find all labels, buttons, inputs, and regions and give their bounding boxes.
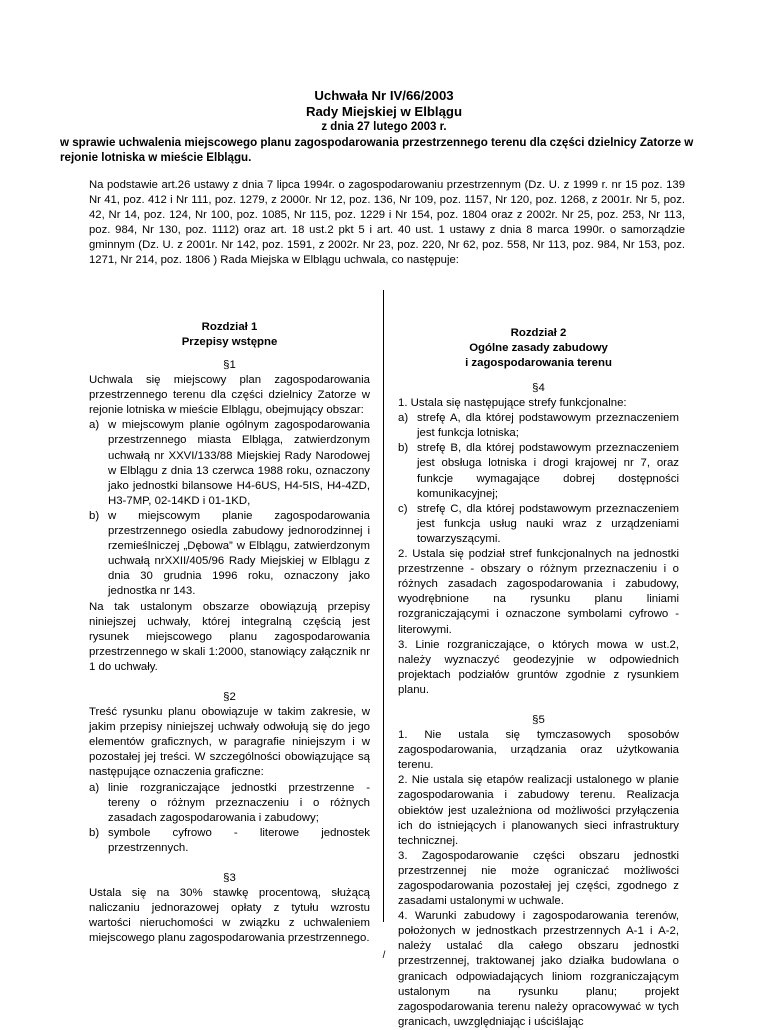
list-item — [89, 781, 370, 826]
chapter-1-title: Przepisy wstępne — [181, 336, 278, 348]
list-item-text: strefę B, dla której podstawowym przeznaczeniem jest obsługa lotniska i drogi krajowej nr 7, oraz funkcje wymagające dobrej dostępności komunikacyjnej; — [417, 442, 679, 500]
resolution-number: Uchwała Nr IV/66/2003 — [314, 88, 454, 103]
list-item-label: a) — [398, 412, 409, 425]
section-2-intro: Treść rysunku planu obowiązuje w takim zakresie, w jakim przepisy niniejszej uchwały odwołują się do jego elementów graficznych, w paragrafie niniejszym i w pozostałej jej treści. W szczególności obowiązujące są następujące oznaczenia graficzne: — [89, 706, 370, 779]
list-item — [398, 502, 679, 547]
list-item-label: b) — [89, 509, 100, 522]
section-4-heading: §4 — [532, 382, 545, 394]
section-4-paragraph-2: 2. Ustala się podział stref funkcjonalnych na jednostki przestrzenne - obszary o różnym przeznaczeniu i o różnych zasadach zagospodarowania i zabudowy, wyodrębnione na rysunku planu liniami rozgraniczającymi i oznaczone symbolami cyfrowo - literowymi. — [398, 548, 679, 636]
section-4-paragraph-3: 3. Linie rozgraniczające, o których mowa w ust.2, należy wyznaczyć geodezyjnie w odpowiednich projektach podziałów gruntów zgodnie z rysunkiem planu. — [398, 638, 679, 696]
section-2-heading: §2 — [223, 690, 236, 703]
section-5-paragraph-2: 2. Nie ustala się etapów realizacji ustalonego w planie zagospodarowania i zabudowy terenu. Realizacja obiektów jest uzależniona od możliwości przyłączenia ich do istniejących i planowanych sieci infrastruktury technicznej. — [398, 774, 679, 847]
section-1-closing: Na tak ustalonym obszarze obowiązują przepisy niniejszej uchwały, której integralną częścią jest rysunek miejscowego planu zagospodarowania przestrzennego w skali 1:2000, stanowiący załącznik nr 1 do uchwały. — [89, 600, 370, 673]
list-item-text: symbole cyfrowo - literowe jednostek przestrzennych. — [108, 826, 370, 854]
list-item-label: b) — [89, 826, 100, 839]
resolution-date: z dnia 27 lutego 2003 r. — [321, 121, 447, 133]
left-column — [89, 320, 370, 946]
section-3-heading: §3 — [223, 872, 236, 884]
list-item-text: strefę A, dla której podstawowym przeznaczeniem jest funkcja lotniska; — [417, 412, 679, 440]
section-1-heading: §1 — [223, 359, 236, 371]
council-name: Rady Miejskiej w Elblągu — [305, 104, 463, 119]
section-5-heading: §5 — [532, 713, 545, 726]
section-1-intro: Uchwala się miejscowy plan zagospodarowania przestrzennego terenu dla części dzielnicy Zatorze w rejonie lotniska w mieście Elblągu, obejmujący obszar: — [89, 374, 370, 417]
section-5-paragraph-3: 3. Zagospodarowanie części obszaru jednostki przestrzennej nie może ograniczać możliwości zagospodarowania pozostałej jej części, zgodnego z zasadami ustalonymi w uchwale. — [398, 849, 679, 908]
section-3-text: Ustala się na 30% stawkę procentową, służącą naliczaniu jednorazowej opłaty z tytułu wzrostu wartości nieruchomości w związku z uchwaleniem miejscowego planu zagospodarowania przestrzennego. — [89, 887, 370, 945]
preamble: Na podstawie art.26 ustawy z dnia 7 lipca 1994r. o zagospodarowaniu przestrzennym (Dz. U. z 1999 r. nr 15 poz. 139 Nr 41, poz. 412 i Nr 111, poz. 1279, z 2000r. Nr 12, poz. 136, Nr 109, poz. 1157, Nr 120, poz. 1268, z 2001r. Nr 5, poz. 42, Nr 14, poz. 124, Nr 100, poz. 1085, Nr 115, poz. 1229 i Nr 154, poz. 1804 oraz z 2002r. Nr 25, poz. 253, Nr 113, poz. 984, Nr 130, poz. 1112) oraz art. 18 ust.2 pkt 5 i art. 40 ust. 1 ustawy z dnia 8 marca 1990r. o samorządzie gminnym (Dz. U. z 2001r. Nr 142, poz. 1591, z 2002r. Nr 23, poz. 220, Nr 62, poz. 558, Nr 113, poz. 984, Nr 153, poz. 1271, Nr 214, poz. 1806 ) Rada Miejska w Elblągu uchwala, co następuje: — [89, 179, 685, 266]
page-marker: / — [382, 950, 386, 961]
list-item-text: linie rozgraniczające jednostki przestrzenne - tereny o różnym przeznaczeniu i o różnych zasadach zagospodarowania i zabudowy; — [108, 781, 370, 824]
list-item — [89, 826, 370, 856]
chapter-1-number: Rozdział 1 — [201, 321, 258, 333]
document-header — [60, 88, 708, 165]
resolution-subject: w sprawie uchwalenia miejscowego planu zagospodarowania przestrzennego terenu dla części dzielnicy Zatorze w rejonie lotniska w mieście Elblągu. — [60, 136, 694, 164]
section-4-intro: 1. Ustala się następujące strefy funkcjonalne: — [398, 397, 627, 410]
list-item-label: c) — [398, 502, 408, 515]
section-5-paragraph-1: 1. Nie ustala się tymczasowych sposobów zagospodarowania, urządzania oraz użytkowania terenu. — [398, 729, 679, 772]
column-divider — [383, 290, 384, 922]
list-item-text: w miejscowym planie zagospodarowania przestrzennego osiedla zabudowy jednorodzinnej i rzemieślniczej „Dębowa” w Elblągu, zatwierdzonym uchwałą nrXXII/405/96 Rady Miejskiej w Elblągu z dnia 30 grudnia 1996 roku, oznaczony jako jednostka nr 143. — [108, 509, 370, 598]
chapter-2-title-line2: i zagospodarowania terenu — [465, 357, 612, 369]
list-item-text: strefę C, dla której podstawowym przeznaczeniem jest funkcja usług nauki wraz z urządzeniami towarzyszącymi. — [417, 502, 679, 545]
list-item-label: a) — [89, 419, 100, 432]
right-column — [398, 326, 679, 1030]
list-item — [398, 441, 679, 501]
list-item — [89, 509, 370, 600]
chapter-2-number: Rozdział 2 — [510, 327, 567, 339]
list-item-text: w miejscowym planie ogólnym zagospodarowania przestrzennego miasta Elbląga, zatwierdzonym uchwałą nr XXVI/133/88 Miejskiej Rady Narodowej w Elblągu z dnia 13 czerwca 1988 roku, oznaczony jako jednostki bilansowe H4-6US, H4-5IS, H4-4ZD, H3-7MP, 02-14KD i 01-1KD, — [108, 419, 370, 507]
list-item — [89, 418, 370, 509]
list-item-label: a) — [89, 781, 100, 794]
section-5-paragraph-4: 4. Warunki zabudowy i zagospodarowania terenów, położonych w jednostkach przestrzennych A-1 i A-2, należy ustalać dla całego obszaru jednostki przestrzennej, traktowanej jako działka budowlana o granicach odpowiadających liniom rozgraniczającym ustalonym na rysunku planu; projekt zagospodarowania terenu należy opracowywać w tych granicach, uwzględniając i uściślając — [398, 910, 679, 1028]
list-item — [398, 411, 679, 441]
chapter-2-title-line1: Ogólne zasady zabudowy — [469, 342, 608, 354]
list-item-label: b) — [398, 442, 409, 455]
